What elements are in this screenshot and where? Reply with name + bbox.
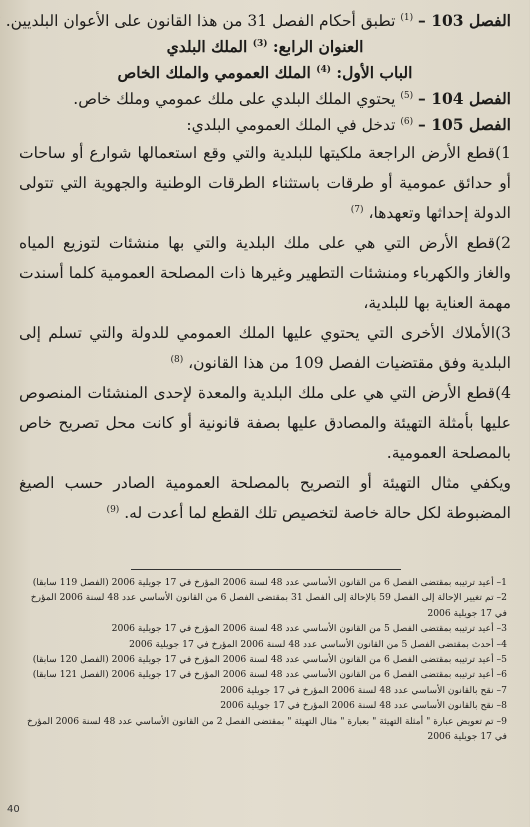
article-105-title: الفصل 105 –	[419, 115, 512, 134]
chapter-one-name: الملك العمومي والملك الخاص	[118, 63, 312, 82]
article-103	[6, 8, 512, 34]
title-four-name: الملك البلدي	[167, 37, 249, 56]
article-103-title: الفصل 103 –	[419, 11, 512, 30]
item-2-text: 2)قطع الأرض التي هي على ملك البلدية والتي بها منشئات لتوزيع المياه والغاز والكهرباء ومنشئات التطهير وغيرها ذات المصلحة العمومية كلما أسندت مهمة العناية بها للبلدية،	[20, 234, 512, 312]
item-2	[20, 228, 512, 318]
footnote-ref-1: (1)	[401, 12, 415, 23]
chapter-one-label: الباب الأول:	[337, 63, 414, 82]
article-104-text: يحتوي الملك البلدي على ملك عمومي وملك خاص.	[74, 90, 397, 108]
footnote-7: 7– نقح بالقانون الأساسي عدد 48 لسنة 2006 المؤرخ في 17 جويلية 2006	[221, 684, 508, 696]
footnote-8: 8– نقح بالقانون الأساسي عدد 48 لسنة 2006 المؤرخ في 17 جويلية 2006	[221, 700, 508, 712]
article-105	[20, 112, 512, 138]
chapter-one-heading	[20, 60, 512, 86]
footnote-divider	[132, 569, 402, 570]
article-103-text: تطبق أحكام الفصل 31 من هذا القانون على الأعوان البلديين.	[6, 12, 397, 30]
item-1	[20, 138, 512, 228]
footnote-9-cont: في 17 جويلية 2006	[428, 731, 508, 743]
footnote-1: 1– أعيد ترتيبه بمقتضى الفصل 6 من القانون الأساسي عدد 48 لسنة 2006 المؤرخ في 17 جويلية 2006 (الفصل 119 سابقا)	[33, 577, 508, 588]
footnote-ref-7: (7)	[351, 204, 365, 215]
article-104-title: الفصل 104 –	[419, 89, 512, 108]
footnote-2-cont: في 17 جويلية 2006	[428, 607, 508, 619]
item-4	[20, 378, 512, 468]
item-3-text: 3)الأملاك الأخرى التي يحتوي عليها الملك العمومي للدولة والتي تسلم إلى البلدية وفق مقتضيات الفصل 109 من هذا القانون،	[20, 324, 512, 372]
footnote-3: 3– أعيد ترتيبه بمقتضى الفصل 5 من القانون الأساسي عدد 48 لسنة 2006 المؤرخ في 17 جويلية 2006	[112, 623, 508, 635]
footnote-9: 9– تم تعويض عبارة " أمثلة التهيئة " بعبارة " مثال التهيئة " بمقتضى الفصل 2 من القانون الأساسي عدد 48 لسنة 2006 المؤرخ	[27, 715, 508, 727]
closing-paragraph	[20, 468, 512, 528]
article-104	[20, 86, 512, 112]
page-number: 40	[8, 804, 21, 815]
main-text	[6, 8, 512, 528]
closing-paragraph-text: ويكفي مثال التهيئة أو التصريح بالمصلحة العمومية الصادر حسب الصيغ المضبوطة لكل حالة خاصة لتخصيص تلك القطع لما أعدت له.	[20, 474, 512, 522]
item-4-text: 4)قطع الأرض التي هي على ملك البلدية والمعدة لإحدى المنشئات المنصوص عليها بأمثلة التهيئة والمصادق عليها بصفة قانونية أو كانت محل تصريح خاص بالمصلحة العمومية.	[20, 384, 512, 462]
title-four-label: العنوان الرابع:	[273, 37, 365, 56]
footnote-ref-8: (8)	[171, 354, 185, 365]
footnote-ref-9: (9)	[107, 504, 121, 515]
footnote-ref-3: (3)	[253, 38, 269, 49]
footnote-5: 5– أعيد ترتيبه بمقتضى الفصل 6 من القانون الأساسي عدد 48 لسنة 2006 المؤرخ في 17 جويلية 2006 (الفصل 120 سابقا)	[33, 654, 508, 666]
footnote-ref-4: (4)	[317, 64, 332, 75]
item-1-text: 1)قطع الأرض الراجعة ملكيتها للبلدية والتي وقع استعمالها شوارع أو ساحات أو حدائق عمومية أو طرقات باستثناء الطرقات الوطنية والجهوية التي تتولى الدولة إحداثها وتعهدها،	[20, 144, 512, 222]
footnote-ref-5: (5)	[401, 90, 415, 101]
footnotes	[22, 575, 508, 744]
footnote-ref-6: (6)	[401, 116, 415, 127]
footnote-4: 4– أحدث بمقتضى الفصل 5 من القانون الأساسي عدد 48 لسنة 2006 المؤرخ في 17 جويلية 2006	[130, 638, 508, 650]
item-3	[20, 318, 512, 378]
footnote-6: 6– أعيد ترتيبه بمقتضى الفصل 6 من القانون الأساسي عدد 48 لسنة 2006 المؤرخ في 17 جويلية 2006 (الفصل 121 سابقا)	[33, 669, 508, 681]
article-105-text: تدخل في الملك العمومي البلدي:	[187, 116, 397, 134]
title-four-heading	[20, 34, 512, 60]
footnote-ref-2	[0, 13, 2, 23]
footnote-2: 2– تم تغيير الإحالة إلى الفصل 59 بالإحالة إلى الفصل 31 بمقتضى الفصل 6 من القانون الأساسي عدد 48 لسنة 2006 المؤرخ	[31, 592, 508, 604]
